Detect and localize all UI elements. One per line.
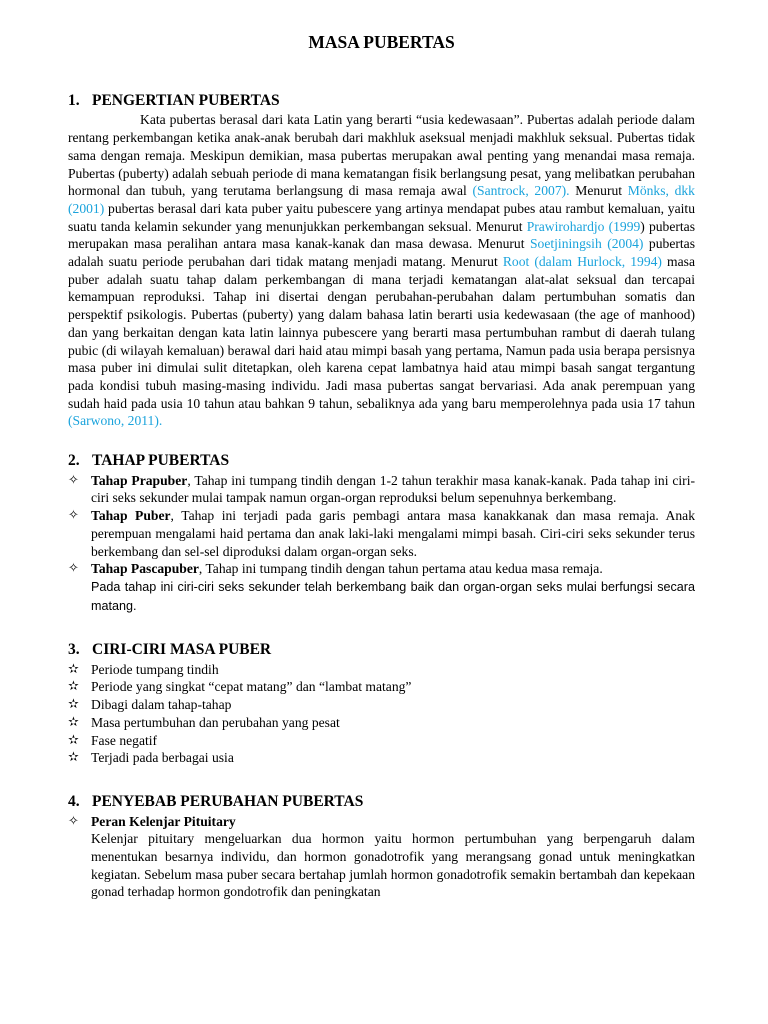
diamond-star-icon: ✧ [68, 813, 79, 829]
paragraph-text: ) pubertas merupakan masa peralihan antara masa kanak-kanak dan masa dewasa. Menurut [68, 218, 695, 252]
citation-prawirohardjo: Prawirohardjo (1999 [526, 218, 641, 234]
citation-sarwono: (Sarwono, 2011). [68, 413, 163, 429]
diamond-star-icon: ✧ [68, 561, 79, 577]
section-title: TAHAP PUBERTAS [92, 452, 230, 470]
stage-text-continued: Pada tahap ini ciri-ciri seks sekunder telah berkembang baik dan organ-organ seks mulai berfungsi secara matang. [91, 579, 695, 614]
document-title: MASA PUBERTAS [308, 32, 455, 52]
stage-text: , Tahap ini tumpang tindih dengan tahun pertama atau kedua masa remaja. [198, 561, 603, 577]
list-item [68, 472, 695, 507]
stage-term: Tahap Puber [91, 508, 171, 524]
list-item-text: Dibagi dalam tahap-tahap [91, 697, 232, 713]
section-number: 2. [68, 452, 80, 470]
stage-term: Tahap Prapuber [91, 472, 188, 488]
star-icon: ✫ [68, 661, 79, 677]
star-icon: ✫ [68, 679, 79, 695]
section-number: 1. [68, 91, 80, 109]
stage-text: , Tahap ini terjadi pada garis pembagi antara masa kanakkanak dan masa remaja. Anak perempuan mengalami haid pertama dan anak laki-laki mengalami mimpi basah. Ciri-ciri seks sekunder terus berkembang dan sel-sel diproduksi dalam organ-organ seks. [91, 508, 695, 559]
star-icon: ✫ [68, 714, 79, 730]
diamond-star-icon: ✧ [68, 508, 79, 524]
citation-root-hurlock: Root (dalam Hurlock, 1994) [502, 254, 662, 270]
paragraph-text: masa puber adalah suatu tahap dalam perkembangan di mana terjadi kematangan alat-alat seksual dan tercapai kemampuan reproduksi. Tahap ini disertai dengan perubahan-perubahan dalam pertumbuhan somatis dan perspektif psikologis. Pubertas (puberty) yang dalam bahasa latin berarti usia kedewasaan (the age of manhood) dan yang berkaitan dengan kata latin lainnya pubescere yang berarti masa pertumbuhan rambut di daerah tulang pubic (di wilayah kemaluan) berawal dari haid atau mimpi basah yang pertama, Namun pada usia berapa persisnya masa puber ini dimulai sulit ditetapkan, oleh karena cepat lambatnya haid atau mimpi basah sangat tergantung pada kondisi tubuh masing-masing individu. Jadi masa pubertas sangat bervariasi. Ada anak perempuan yang sudah haid pada usia 10 tahun atau bahkan 9 tahun, sebaliknya ada yang baru memperolehnya pada usia 17 tahun [68, 254, 695, 411]
cause-list [68, 813, 695, 902]
list-item [68, 661, 695, 679]
sub-heading: Peran Kelenjar Pituitary [91, 813, 236, 829]
section-pengertian [68, 92, 695, 430]
paragraph-text: Menurut [569, 183, 628, 199]
stage-list [68, 472, 695, 617]
diamond-star-icon: ✧ [68, 472, 79, 488]
paragraph-text: pubertas berasal dari kata puber yaitu pubescere yang artinya mendapat pubes atau rambut kemaluan, yaitu suatu tanda kelamin sekunder yang menunjukkan perkembangan seksual. Menurut [68, 200, 695, 234]
citation-monks: Mönks, dkk (2001) [68, 183, 695, 216]
characteristics-list [68, 661, 695, 767]
star-icon: ✫ [68, 732, 79, 748]
list-item [68, 813, 695, 902]
citation-soetjiningsih: Soetjiningsih (2004) [529, 236, 644, 252]
star-icon: ✫ [68, 697, 79, 713]
list-item [68, 507, 695, 560]
section-heading [68, 641, 695, 659]
body-paragraph [68, 111, 695, 430]
list-item-text: Fase negatif [91, 732, 158, 748]
star-icon: ✫ [68, 750, 79, 766]
list-item [68, 696, 695, 714]
section-title: PENYEBAB PERUBAHAN PUBERTAS [92, 792, 364, 810]
body-paragraph: Kelenjar pituitary mengeluarkan dua hormon yaitu hormon pertumbuhan yang berpengaruh dalam menentukan besarnya individu, dan hormon gonadotrofik yang merangsang gonad untuk meningkatkan kegiatan. Sebelum masa puber secara bertahap jumlah hormon gonadotrofik semakin bertambah dan kepekaan gonad terhadap hormon gondotrofik dan peningkatan [91, 831, 695, 900]
section-ciri [68, 641, 695, 767]
list-item [68, 749, 695, 767]
section-heading [68, 452, 695, 470]
list-item-text: Terjadi pada berbagai usia [91, 750, 234, 766]
list-item [68, 714, 695, 732]
section-number: 3. [68, 640, 80, 658]
citation-santrock: (Santrock, 2007). [472, 183, 570, 199]
section-penyebab [68, 793, 695, 901]
list-item-text: Periode tumpang tindih [91, 661, 219, 677]
list-item [68, 678, 695, 696]
section-number: 4. [68, 792, 80, 810]
list-item-text: Periode yang singkat “cepat matang” dan “lambat matang” [91, 679, 412, 695]
section-heading [68, 92, 695, 110]
section-title: CIRI-CIRI MASA PUBER [92, 640, 272, 658]
stage-text: , Tahap ini tumpang tindih dengan 1-2 tahun terakhir masa kanak-kanak. Pada tahap ini ciri-ciri seks sekunder mulai tampak namun organ-organ reproduksi belum sepenuhnya berkembang. [91, 472, 695, 506]
section-title: PENGERTIAN PUBERTAS [92, 91, 280, 109]
section-tahap [68, 452, 695, 617]
stage-term: Tahap Pascapuber [91, 561, 199, 577]
paragraph-text: Kata pubertas berasal dari kata Latin yang berarti “usia kedewasaan”. Pubertas adalah periode dalam rentang perkembangan ketika anak-anak berubah dari makhluk aseksual menjadi makhluk seksual. Pubertas tidak sama dengan remaja. Meskipun demikian, masa pubertas merupakan awal penting yang menandai masa remaja. Pubertas (puberty) adalah sebuah periode di mana kematangan fisik berlangsung pesat, yang melibatkan perubahan hormonal dan tubuh, yang terutama berlangsung di masa remaja awal [68, 112, 695, 199]
list-item [68, 732, 695, 750]
list-item [68, 560, 695, 617]
paragraph-text: pubertas adalah suatu periode perubahan dari tidak matang menjadi matang. Menurut [68, 236, 695, 270]
list-item-text: Masa pertumbuhan dan perubahan yang pesat [91, 714, 340, 730]
section-heading [68, 793, 695, 811]
